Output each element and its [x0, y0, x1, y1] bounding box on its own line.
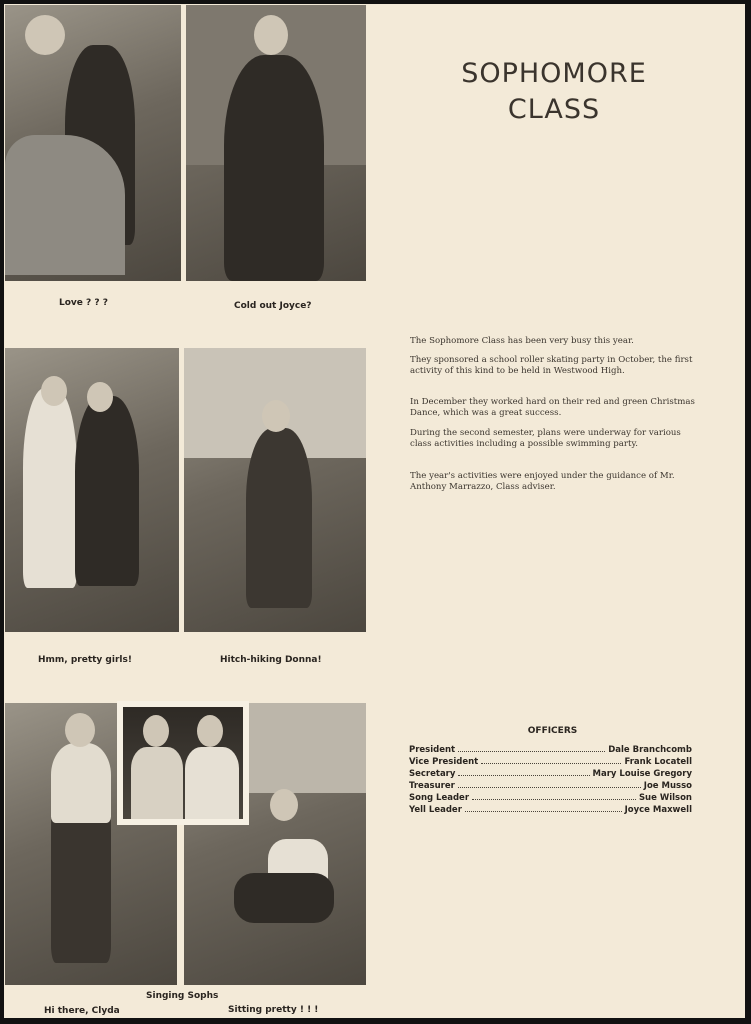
officer-role: Song Leader	[409, 793, 470, 803]
photo-hitch-hiking	[184, 348, 366, 632]
officer-role: President	[409, 745, 456, 755]
officer-name: Sue Wilson	[638, 793, 692, 803]
officer-row	[409, 780, 692, 791]
caption-love: Love ? ? ?	[59, 298, 108, 308]
officer-name: Mary Louise Gregory	[592, 769, 692, 779]
officer-row	[409, 744, 692, 755]
officer-name: Frank Locatell	[624, 757, 692, 767]
officer-row	[409, 768, 692, 779]
officer-row	[409, 756, 692, 767]
photo-singing-sophs-frame	[117, 701, 249, 825]
title-line-2: CLASS	[507, 94, 601, 125]
title-line-1: SOPHOMORE	[461, 58, 647, 89]
caption-clyda: Hi there, Clyda	[44, 1006, 120, 1016]
caption-cold: Cold out Joyce?	[234, 301, 312, 311]
officer-role: Secretary	[409, 769, 456, 779]
yearbook-page	[4, 4, 745, 1018]
paragraph-2: They sponsored a school roller skating party in October, the first activity of this kind to be held in Westwood High.	[410, 355, 693, 376]
officer-row	[409, 792, 692, 803]
officer-role: Yell Leader	[409, 805, 462, 815]
officer-name: Dale Branchcomb	[608, 745, 692, 755]
officers-heading: OFFICERS	[527, 726, 578, 736]
leader-dots	[458, 768, 589, 776]
leader-dots	[458, 780, 641, 788]
photo-pretty-girls	[5, 348, 179, 632]
officer-role: Vice President	[409, 757, 479, 767]
leader-dots	[458, 744, 605, 752]
leader-dots	[481, 756, 621, 764]
paragraph-1: The Sophomore Class has been very busy this year.	[410, 336, 634, 346]
paragraph-5: The year's activities were enjoyed under the guidance of Mr. Anthony Marrazzo, Class adviser.	[410, 471, 675, 492]
caption-hitch: Hitch-hiking Donna!	[220, 655, 322, 665]
photo-joyce	[186, 5, 366, 281]
caption-sitting: Sitting pretty ! ! !	[228, 1005, 319, 1015]
officer-row	[409, 804, 692, 815]
photo-couple-on-car	[5, 5, 181, 281]
paragraph-3: In December they worked hard on their red and green Christmas Dance, which was a great success.	[410, 397, 695, 418]
photo-singing-sophs	[123, 707, 243, 819]
leader-dots	[465, 804, 622, 812]
caption-singing: Singing Sophs	[146, 991, 219, 1001]
leader-dots	[472, 792, 636, 800]
paragraph-4: During the second semester, plans were underway for various class activities including a possible swimming party.	[410, 428, 681, 449]
caption-pretty-girls: Hmm, pretty girls!	[38, 655, 132, 665]
officer-name: Joe Musso	[643, 781, 692, 791]
officer-name: Joyce Maxwell	[624, 805, 692, 815]
officer-role: Treasurer	[409, 781, 455, 791]
page-title	[404, 56, 704, 128]
